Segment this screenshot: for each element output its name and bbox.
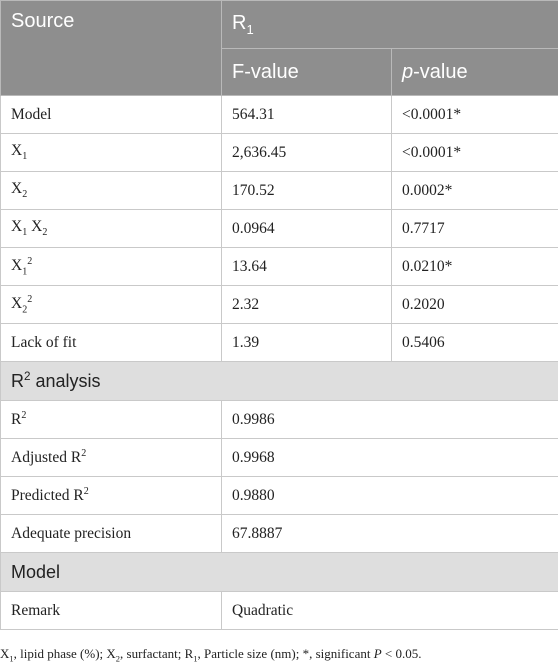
row-p-value: <0.0001*: [392, 134, 558, 172]
table-row: [1, 324, 558, 362]
table-row: [1, 286, 558, 324]
row-p-value: 0.2020: [392, 286, 558, 324]
header-pvalue: p-value: [392, 49, 558, 96]
table-row: [1, 477, 558, 515]
header-fvalue: F-value: [222, 49, 392, 96]
row-label: $R^2$: [1, 401, 222, 439]
table-row: [1, 401, 558, 439]
table-row: [1, 515, 558, 553]
row-f-value: 170.52: [222, 172, 392, 210]
row-label: Adjusted $R^2$: [1, 439, 222, 477]
row-label: Adequate precision: [1, 515, 222, 553]
row-label: Lack of fit: [1, 324, 222, 362]
row-label: Model: [1, 96, 222, 134]
table-row: [1, 248, 558, 286]
row-p-value: 0.5406: [392, 324, 558, 362]
section-model: [1, 553, 558, 592]
header-r1: $R_1$: [222, 1, 558, 49]
table-row: [1, 592, 558, 630]
row-label: $X_1$ $X_2$: [1, 210, 222, 248]
section-title: $R^2$ analysis: [1, 362, 558, 401]
row-p-value: 0.0002*: [392, 172, 558, 210]
table-row: [1, 439, 558, 477]
row-f-value: 1.39: [222, 324, 392, 362]
row-f-value: 13.64: [222, 248, 392, 286]
row-f-value: 2,636.45: [222, 134, 392, 172]
row-value: 67.8887: [222, 515, 558, 553]
section-title: Model: [1, 553, 558, 592]
row-label: Predicted $R^2$: [1, 477, 222, 515]
row-value: 0.9968: [222, 439, 558, 477]
row-p-value: 0.7717: [392, 210, 558, 248]
row-f-value: 2.32: [222, 286, 392, 324]
row-f-value: 564.31: [222, 96, 392, 134]
row-value: Quadratic: [222, 592, 558, 630]
section-r2-analysis: [1, 362, 558, 401]
row-p-value: <0.0001*: [392, 96, 558, 134]
row-label: $X_1$: [1, 134, 222, 172]
row-f-value: 0.0964: [222, 210, 392, 248]
table-row: [1, 96, 558, 134]
table-row: [1, 172, 558, 210]
table-row: [1, 134, 558, 172]
row-label: Remark: [1, 592, 222, 630]
table-footnote: $X_1$, lipid phase (%); $X_2$, surfactant; $R_1$, Particle size (nm); *, significant P < 0.05.: [0, 646, 422, 664]
table-row: [1, 210, 558, 248]
row-label: $X_2^2$: [1, 286, 222, 324]
row-p-value: 0.0210*: [392, 248, 558, 286]
row-value: 0.9880: [222, 477, 558, 515]
header-source: Source: [1, 1, 222, 96]
row-label: $X_1^2$: [1, 248, 222, 286]
row-value: 0.9986: [222, 401, 558, 439]
row-label: $X_2$: [1, 172, 222, 210]
